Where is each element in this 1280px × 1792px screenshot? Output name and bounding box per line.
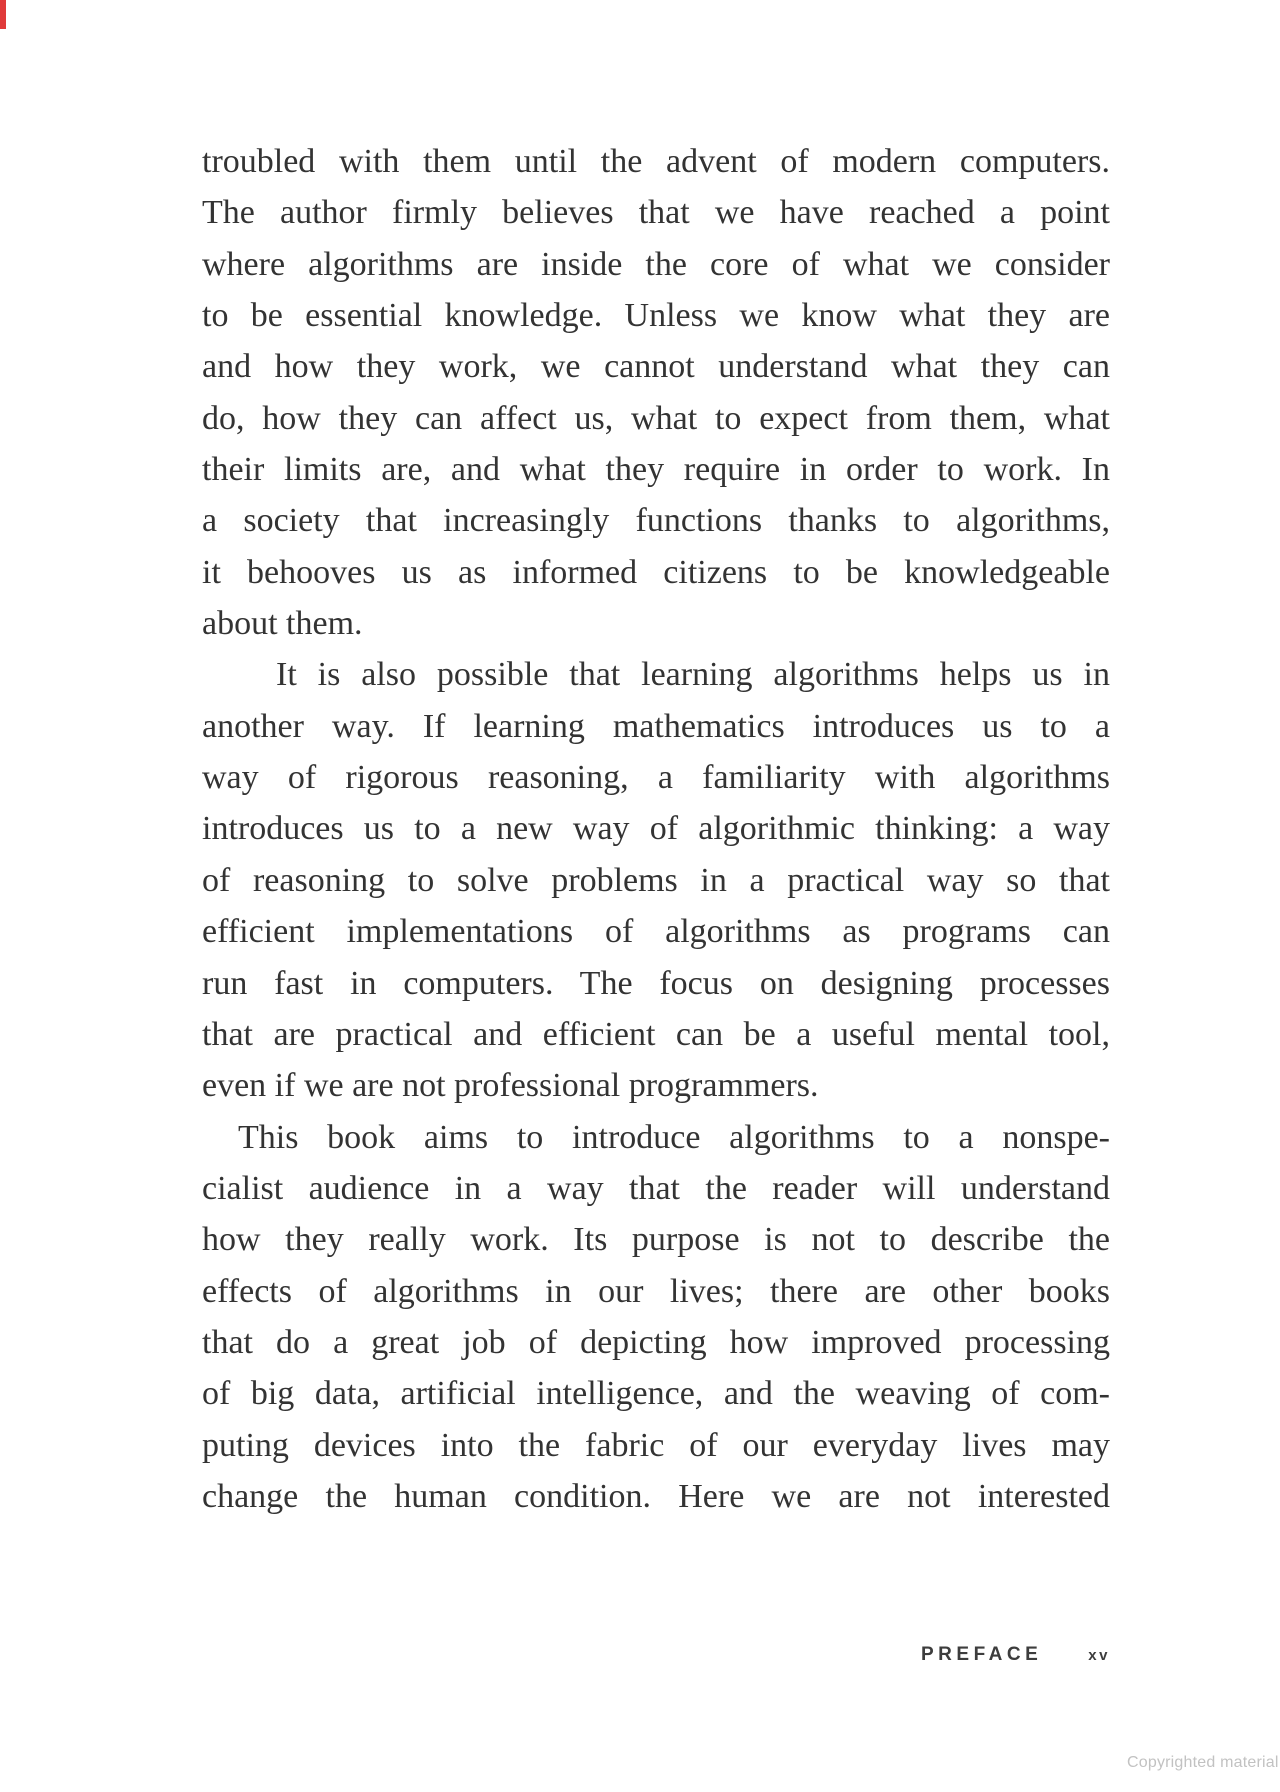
running-footer	[921, 1644, 1110, 1666]
text-line: a society that increasingly functions thanks to algorithms,	[202, 502, 1110, 540]
text-line: another way. If learning mathematics introduces us to a	[202, 707, 1110, 745]
text-line: their limits are, and what they require in order to work. In	[202, 451, 1110, 489]
text-line: it behooves us as informed citizens to be knowledgeable	[202, 553, 1110, 591]
text-line: The author firmly believes that we have reached a point	[202, 194, 1110, 232]
text-line: It is also possible that learning algorithms helps us in	[276, 656, 1110, 694]
text-line: to be essential knowledge. Unless we know what they are	[202, 297, 1110, 335]
text-line: way of rigorous reasoning, a familiarity with algorithms	[202, 759, 1110, 797]
text-line: where algorithms are inside the core of what we consider	[202, 245, 1110, 283]
text-line: effects of algorithms in our lives; there are other books	[202, 1272, 1110, 1310]
text-line: of big data, artificial intelligence, and the weaving of com-	[202, 1375, 1110, 1413]
paragraph	[202, 136, 1110, 649]
text-line: how they really work. Its purpose is not to describe the	[202, 1221, 1110, 1259]
text-line: cialist audience in a way that the reader will understand	[202, 1169, 1110, 1207]
footer-section-label: PREFACE	[921, 1644, 1043, 1665]
text-line: about them.	[202, 605, 363, 643]
text-line: and how they work, we cannot understand what they can	[202, 348, 1110, 386]
text-line: This book aims to introduce algorithms to a nonspe-	[238, 1118, 1110, 1156]
text-line: efficient implementations of algorithms as programs can	[202, 913, 1110, 951]
footer-page-number: xv	[1088, 1647, 1110, 1664]
text-line: run fast in computers. The focus on designing processes	[202, 964, 1110, 1002]
text-line: that do a great job of depicting how improved processing	[202, 1323, 1110, 1361]
copyright-watermark: Copyrighted material	[1127, 1754, 1279, 1771]
text-line: even if we are not professional programmers.	[202, 1067, 819, 1105]
text-line: that are practical and efficient can be a useful mental tool,	[202, 1015, 1110, 1053]
page-text	[202, 136, 1110, 1522]
text-line: introduces us to a new way of algorithmic thinking: a way	[202, 810, 1110, 848]
text-line: puting devices into the fabric of our everyday lives may	[202, 1426, 1110, 1464]
paragraph	[202, 1112, 1110, 1523]
bookmark-ribbon-icon	[0, 0, 6, 29]
text-line: do, how they can affect us, what to expect from them, what	[202, 399, 1110, 437]
text-line: of reasoning to solve problems in a practical way so that	[202, 861, 1110, 899]
text-line: troubled with them until the advent of modern computers.	[202, 143, 1110, 180]
paragraph	[202, 649, 1110, 1111]
text-line: change the human condition. Here we are not interested	[202, 1477, 1110, 1515]
